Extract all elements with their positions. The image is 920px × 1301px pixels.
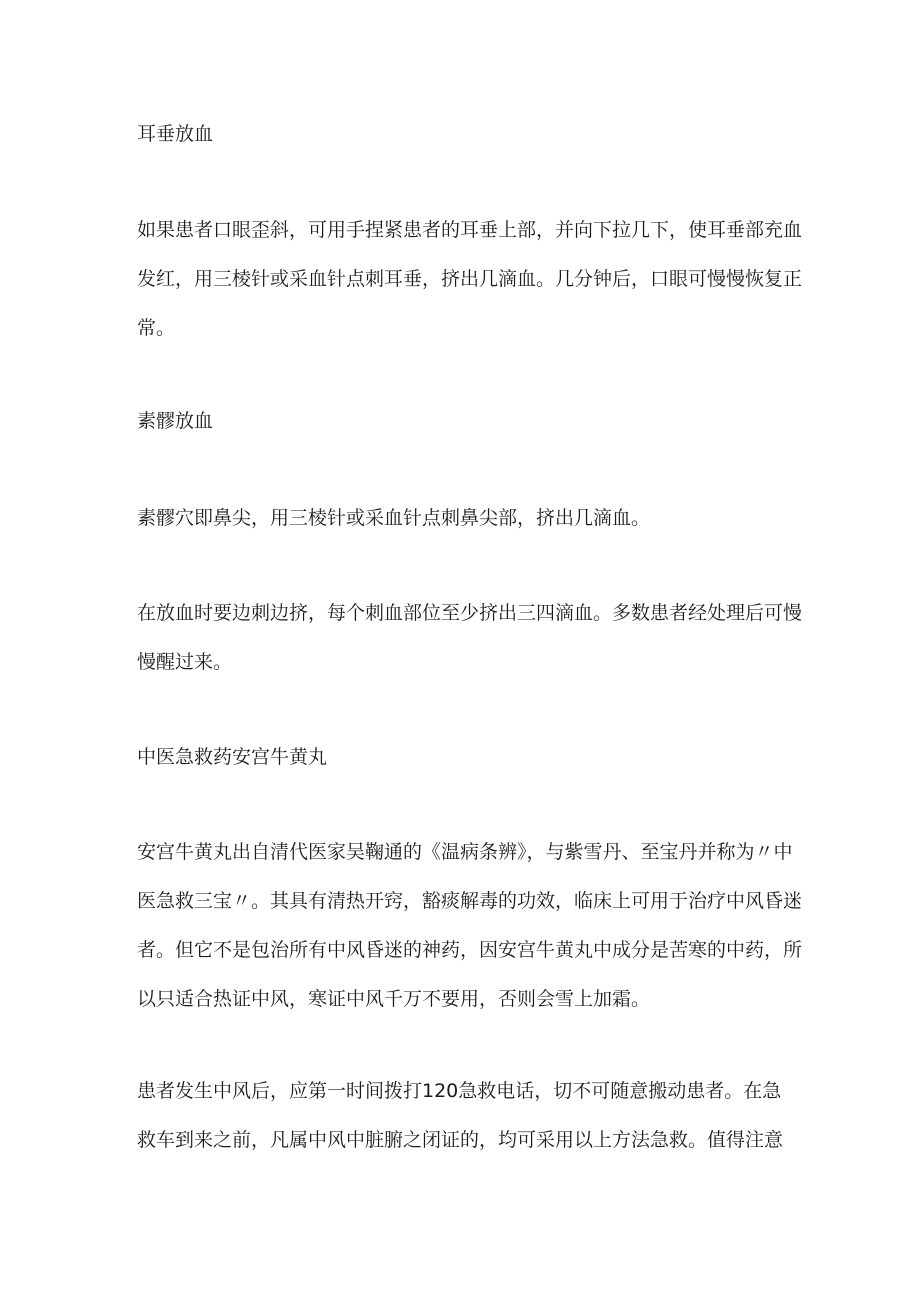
paragraph-line: 以只适合热证中风，寒证中风千万不要用，否则会雪上加霜。 — [137, 988, 651, 1010]
heading-suliao-bloodletting — [137, 397, 787, 446]
paragraph-emergency-advice — [137, 1067, 787, 1165]
paragraph-line: 如果患者口眼歪斜，可用手捏紧患者的耳垂上部，并向下拉几下，使耳垂部充血 — [137, 219, 803, 241]
paragraph-line: 救车到来之前，凡属中风中脏腑之闭证的，均可采用以上方法急救。值得注意 — [137, 1129, 784, 1151]
heading-angong-niuhuang-pill — [137, 733, 787, 782]
paragraph-line: 医急救三宝〃。其具有清热开窍，豁痰解毒的功效，临床上可用于治疗中风昏迷 — [137, 890, 803, 912]
paragraph-line: 者。但它不是包治所有中风昏迷的神药，因安宫牛黄丸中成分是苦寒的中药，所 — [137, 939, 803, 961]
paragraph-bloodletting-note — [137, 589, 803, 687]
paragraph-line: 在放血时要边刺边挤，每个刺血部位至少挤出三四滴血。多数患者经处理后可慢 — [137, 602, 803, 624]
paragraph-line: 患者发生中风后，应第一时间拨打120急救电话，切不可随意搬动患者。在急 — [137, 1080, 782, 1102]
paragraph-line: 发红，用三棱针或采血针点刺耳垂，挤出几滴血。几分钟后，口眼可慢慢恢复正 — [137, 268, 803, 290]
paragraph-suliao-method — [137, 494, 787, 543]
heading-line: 耳垂放血 — [137, 123, 214, 145]
heading-ear-lobe-bloodletting — [137, 110, 787, 159]
heading-line: 素髎放血 — [137, 410, 214, 432]
paragraph-line: 常。 — [137, 317, 176, 339]
paragraph-angong-niuhuang-description — [137, 828, 803, 1024]
paragraph-line: 慢醒过来。 — [137, 651, 233, 673]
paragraph-line: 素髎穴即鼻尖，用三棱针或采血针点刺鼻尖部，挤出几滴血。 — [137, 507, 651, 529]
heading-line: 中医急救药安宫牛黄丸 — [137, 746, 328, 768]
paragraph-ear-lobe-method — [137, 206, 803, 353]
paragraph-line: 安宫牛黄丸出自清代医家吴鞠通的《温病条辨》，与紫雪丹、至宝丹并称为〃中 — [137, 841, 793, 863]
